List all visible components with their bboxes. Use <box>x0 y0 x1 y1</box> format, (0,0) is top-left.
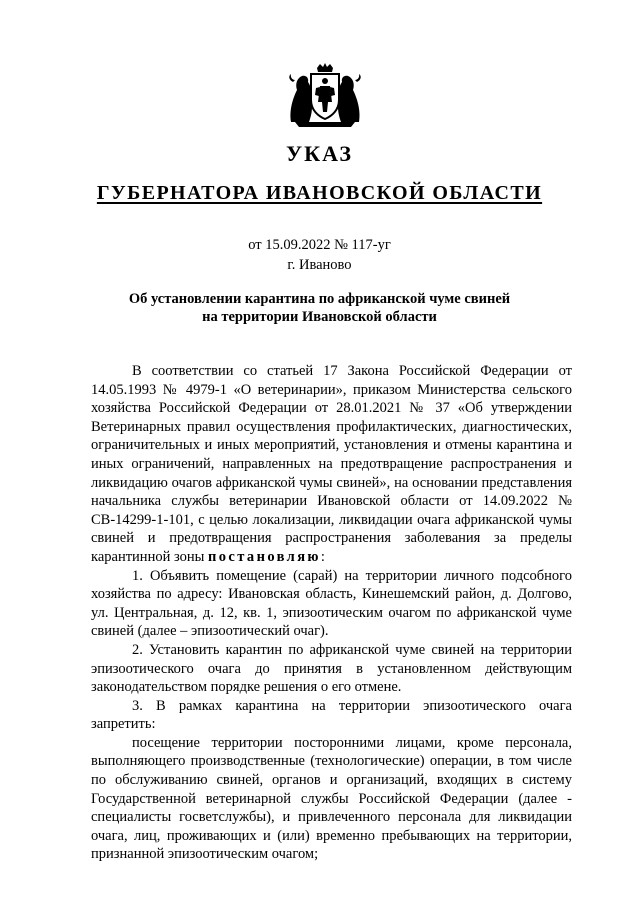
city: г. Иваново <box>287 257 352 273</box>
item-3-subitem-1: посещение территории посторонними лицами, кроме персонала, выполняющего производственные (технологические) операции, в том числе по обслуживанию свиней, органов и организаций, входящих в систему Государственной ветеринарной службы Российской Федерации (далее - специалисты госветслужбы), и привлеченного персонала для ликвидации очага, лиц, проживающих и (или) временно пребывающих на территории, признанной эпизоотическим очагом; <box>91 734 572 863</box>
document-body <box>91 362 572 864</box>
preamble-paragraph <box>91 362 572 567</box>
item-1-paragraph: 1. Объявить помещение (сарай) на территории личного подсобного хозяйства по адресу: Ивановская область, Кинешемский район, д. Долгово, ул. Центральная, д. 12, кв. 1, эпизоотическим очагом по африканской чуме свиней (далее – эпизоотический очаг). <box>91 567 572 640</box>
preamble-text: В соответствии со статьей 17 Закона Российской Федерации от 14.05.1993 № 4979-1 «О ветеринарии», приказом Министерства сельского хозяйства Российской Федерации от 28.01.2021 № 37 «Об утверждении Ветеринарных правил осуществления профилактических, диагностических, ограничительных и иных мероприятий, установления и отмены карантина и иных ограничений, направленных на предотвращение распространения и ликвидацию очагов африканской чумы свиней», на основании представления начальника службы ветеринарии Ивановской области от 14.09.2022 № СВ-14299-1-101, с целью локализации, ликвидации очага африканской чумы свиней и предотвращения распространения заболевания за пределы карантинной зоны <box>91 363 572 565</box>
document-type-title: УКАЗ <box>285 141 354 166</box>
ivanovo-coat-of-arms-icon <box>287 62 363 128</box>
item-3-paragraph: 3. В рамках карантина на территории эпизоотического очага запретить: <box>91 697 572 733</box>
subject-line-2: на территории Ивановской области <box>202 309 437 325</box>
document-subject <box>0 290 639 326</box>
decree-word: постановляю <box>207 548 321 565</box>
date-number: от 15.09.2022 № 117-уг <box>248 237 391 253</box>
decree-colon: : <box>320 548 325 565</box>
issuer-title: ГУБЕРНАТОРА ИВАНОВСКОЙ ОБЛАСТИ <box>96 182 543 204</box>
subject-line-1: Об установлении карантина по африканской чуме свиней <box>128 291 511 307</box>
item-2-paragraph: 2. Установить карантин по африканской чуме свиней на территории эпизоотического очага до принятия в установленном действующим законодательством порядке решения о его отмене. <box>91 641 572 696</box>
